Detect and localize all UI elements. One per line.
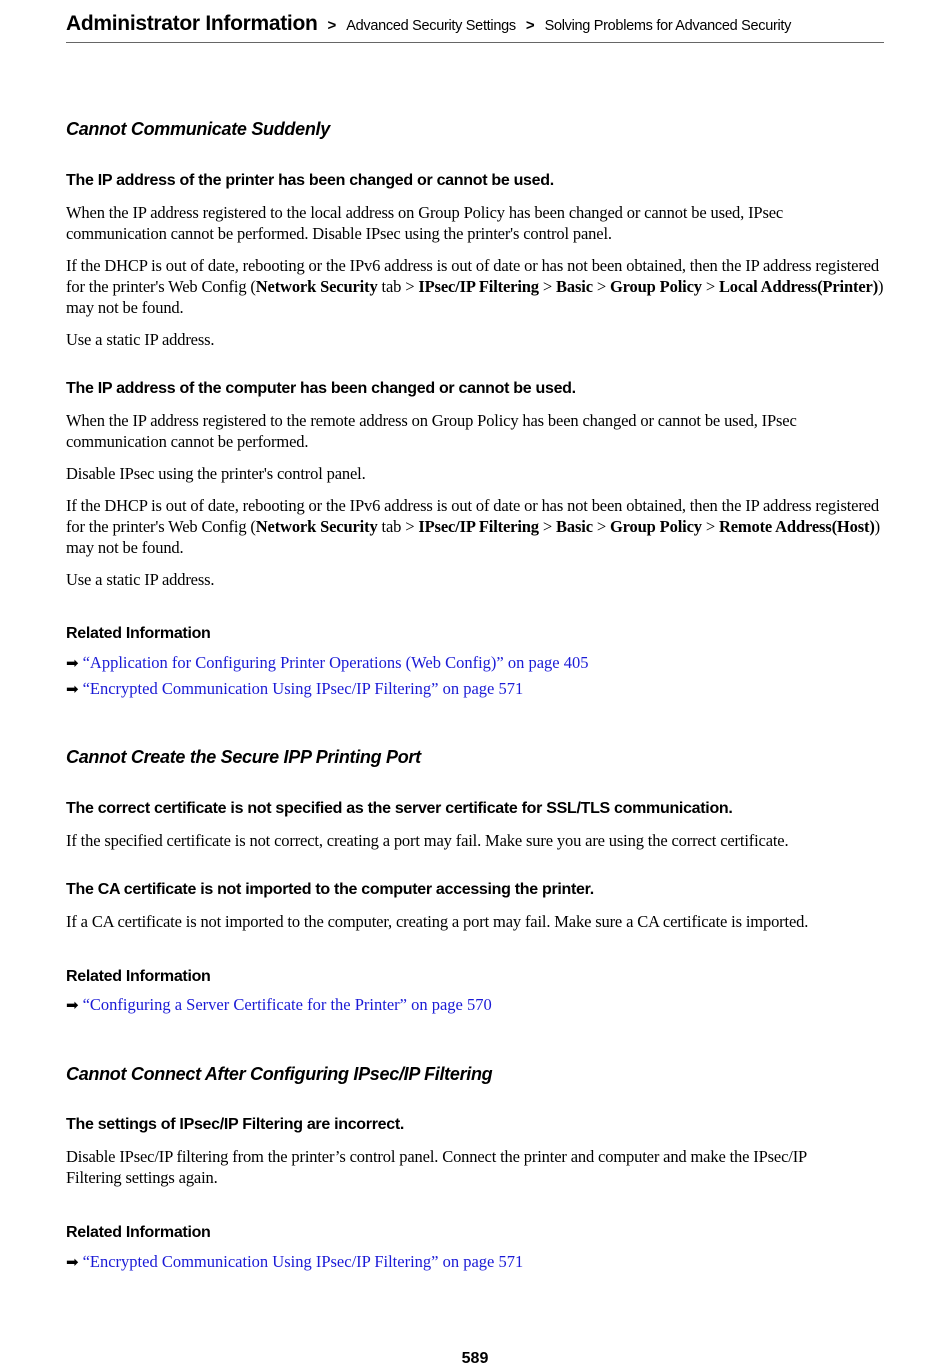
paragraph: When the IP address registered to the local address on Group Policy has been changed or cannot be used, IPsec communication cannot be performed. Disable IPsec using the printer's control panel. — [66, 203, 784, 243]
ui-term-network-security: Network Security — [255, 517, 378, 536]
related-information-heading: Related Information — [66, 1224, 211, 1241]
running-header — [66, 12, 884, 43]
text: > — [701, 277, 719, 296]
text: > — [592, 277, 610, 296]
arrow-right-icon: ➡ — [66, 654, 79, 672]
ui-term-group-policy: Group Policy — [609, 517, 702, 536]
subheading-ca-certificate-not-imported: The CA certificate is not imported to the computer accessing the printer. — [66, 881, 594, 898]
subheading-ipsec-settings-incorrect: The settings of IPsec/IP Filtering are incorrect. — [66, 1116, 404, 1133]
arrow-right-icon: ➡ — [66, 1253, 79, 1271]
subheading-computer-ip-changed: The IP address of the computer has been changed or cannot be used. — [66, 380, 576, 397]
text: If the DHCP is out of date, rebooting or the IPv6 address is out of date or has not been obtained, then the IP address registered for the printer's Web Config ( — [66, 256, 879, 296]
text: tab > — [377, 517, 419, 536]
ui-term-local-address: Local Address(Printer) — [718, 277, 879, 296]
text: > — [538, 277, 557, 296]
arrow-right-icon: ➡ — [66, 996, 79, 1014]
related-link-server-certificate[interactable] — [66, 995, 896, 1015]
related-information-heading: Related Information — [66, 625, 211, 642]
text: tab > — [377, 277, 419, 296]
related-link-ipsec-filtering[interactable] — [66, 1252, 896, 1272]
paragraph-web-config-path — [66, 495, 884, 558]
related-information-heading: Related Information — [66, 968, 211, 985]
text: ) may not be found. — [66, 277, 884, 317]
link-text[interactable]: “Application for Configuring Printer Operations (Web Config)” on page 405 — [82, 653, 589, 672]
paragraph: Disable IPsec using the printer's control panel. — [66, 464, 366, 483]
ui-term-basic: Basic — [556, 277, 593, 296]
text: > — [538, 517, 557, 536]
ui-term-group-policy: Group Policy — [609, 277, 702, 296]
ui-term-ipsec-ip-filtering: IPsec/IP Filtering — [418, 517, 539, 536]
breadcrumb-separator: > — [327, 17, 337, 34]
paragraph: Use a static IP address. — [66, 330, 215, 349]
arrow-right-icon: ➡ — [66, 680, 79, 698]
subheading-certificate-not-specified: The correct certificate is not specified as the server certificate for SSL/TLS communication. — [66, 800, 733, 817]
paragraph-web-config-path — [66, 255, 884, 318]
breadcrumb-separator: > — [525, 17, 535, 34]
link-text[interactable]: “Encrypted Communication Using IPsec/IP Filtering” on page 571 — [82, 1252, 524, 1271]
breadcrumb-solving-problems: Solving Problems for Advanced Security — [544, 18, 792, 34]
paragraph: If the specified certificate is not correct, creating a port may fail. Make sure you are using the correct certificate. — [66, 831, 789, 850]
breadcrumb-advanced-security-settings: Advanced Security Settings — [346, 18, 516, 34]
paragraph: Disable IPsec/IP filtering from the printer’s control panel. Connect the printer and computer and make the IPsec/IP Filtering settings again. — [66, 1147, 807, 1187]
paragraph: When the IP address registered to the remote address on Group Policy has been changed or cannot be used, IPsec communication cannot be performed. — [66, 411, 797, 451]
text: ) may not be found. — [66, 517, 881, 557]
section-title-cannot-connect-after-ipsec: Cannot Connect After Configuring IPsec/IP Filtering — [66, 1064, 493, 1084]
header-title: Administrator Information — [66, 12, 318, 35]
subheading-printer-ip-changed: The IP address of the printer has been changed or cannot be used. — [66, 172, 554, 189]
text: > — [592, 517, 610, 536]
section-title-secure-ipp-port: Cannot Create the Secure IPP Printing Port — [66, 747, 421, 767]
related-link-web-config[interactable] — [66, 653, 896, 673]
ui-term-network-security: Network Security — [255, 277, 378, 296]
link-text[interactable]: “Configuring a Server Certificate for the Printer” on page 570 — [82, 995, 492, 1014]
page-number: 589 — [461, 1350, 489, 1367]
text: If the DHCP is out of date, rebooting or the IPv6 address is out of date or has not been obtained, then the IP address registered for the printer's Web Config ( — [66, 496, 879, 536]
ui-term-basic: Basic — [556, 517, 593, 536]
section-title-cannot-communicate: Cannot Communicate Suddenly — [66, 119, 330, 139]
text: > — [701, 517, 719, 536]
ui-term-ipsec-ip-filtering: IPsec/IP Filtering — [418, 277, 539, 296]
ui-term-remote-address: Remote Address(Host) — [718, 517, 875, 536]
paragraph: If a CA certificate is not imported to the computer, creating a port may fail. Make sure a CA certificate is imported. — [66, 912, 809, 931]
link-text[interactable]: “Encrypted Communication Using IPsec/IP Filtering” on page 571 — [82, 679, 524, 698]
related-link-ipsec-filtering[interactable] — [66, 679, 896, 699]
paragraph: Use a static IP address. — [66, 570, 215, 589]
